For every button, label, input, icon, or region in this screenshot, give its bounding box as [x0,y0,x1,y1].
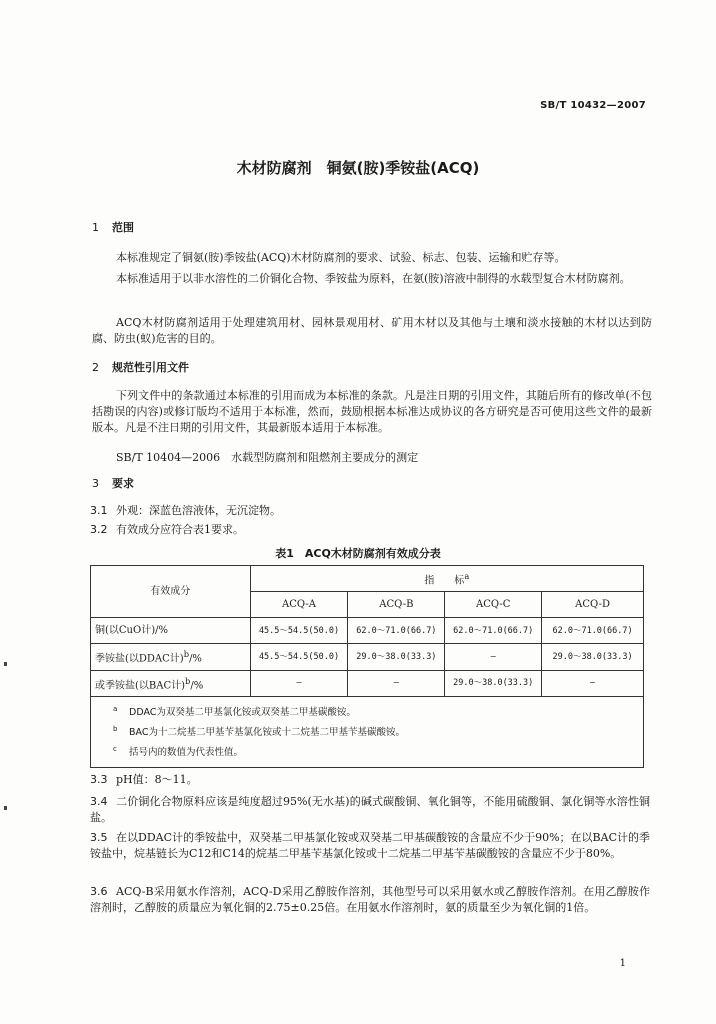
requirement-3-3 [90,772,650,788]
scope-paragraph-2: 本标准适用于以非水溶性的二价铜化合物、季铵盐为原料，在氨(胺)溶液中制得的水载型复合木材防腐剂。 [116,272,631,285]
section-heading-requirements [92,476,134,492]
header-index [250,566,643,592]
row-label-mark: b [185,675,191,686]
references-paragraph: 下列文件中的条款通过本标准的引用而成为本标准的条款。凡是注日期的引用文件，其随后所有的修改单(不包括勘误的内容)或修订版均不适用于本标准，然而，鼓励根据本标准达成协议的各方研究是否可使用这些文件的最新版本。凡是不注日期的引用文件，其最新版本适用于本标准。 [92,389,652,434]
clause-text: 外观：深蓝色溶液体，无沉淀物。 [116,504,281,517]
table-cell: — [348,670,445,696]
table-note [113,721,635,741]
row-label: 铜(以CuO计)/% [91,618,251,644]
row-label-unit: /% [190,679,204,691]
header-index-mark: a [464,571,470,581]
section-heading-scope [92,220,134,236]
section-number: 1 [92,221,99,234]
section-number: 2 [92,361,99,374]
table-cell: 62.0～71.0(66.7) [348,618,445,644]
row-label-unit: /% [189,653,202,665]
section-title: 要求 [112,477,134,490]
clause-text: 在以DDAC计的季铵盐中，双癸基二甲基氯化铵或双癸基二甲基碳酸铵的含量应不少于90%；在以BAC计的季铵盐中，烷基链长为C12和C14的烷基二甲基苄基氯化铵或十二烷基二甲基苄基碳酸铵的含量应不少于80%。 [90,831,650,860]
row-label [91,670,251,696]
note-mark: a [113,704,118,713]
column-header: ACQ-D [542,592,644,618]
document-title: 木材防腐剂 铜氨(胺)季铵盐(ACQ) [236,159,480,177]
section-number: 3 [92,477,99,490]
requirement-3-2 [90,522,650,538]
active-ingredient-table [90,565,644,768]
table-header-row [91,566,644,592]
table-cell: — [445,644,542,670]
column-header: ACQ-A [250,592,348,618]
requirement-3-5 [90,830,650,862]
column-header: ACQ-B [348,592,445,618]
table-notes [91,696,644,767]
scope-paragraph-3: ACQ木材防腐剂适用于处理建筑用材、园林景观用材、矿用木材以及其他与土壤和淡水接触的木材以达到防腐、防虫(蚁)危害的目的。 [92,316,652,345]
table-cell: — [250,670,348,696]
note-text: 括号内的数值为代表性值。 [129,747,244,759]
reference-item: SB/T 10404—2006 水载型防腐剂和阻燃剂主要成分的测定 [116,451,419,464]
table-note [113,701,635,721]
table-row [91,670,644,696]
row-label [91,644,251,670]
note-mark: c [113,745,117,754]
table-cell: 29.0～38.0(33.3) [542,644,644,670]
clause-number: 3.6 [90,885,108,898]
table-caption: 表1 ACQ木材防腐剂有效成分表 [275,547,441,560]
note-mark: b [113,725,118,734]
clause-number: 3.1 [90,504,108,517]
row-label-text: 或季铵盐(以BAC计) [95,679,186,691]
scan-artifact [4,662,7,666]
clause-number: 3.2 [90,523,108,536]
clause-number: 3.3 [90,773,108,786]
note-text: BAC为十二烷基二甲基苄基氯化铵或十二烷基二甲基苄基碳酸铵。 [129,727,405,739]
table-note [113,741,635,761]
row-label-mark: b [183,649,190,660]
header-index-label: 指 标 [424,575,465,587]
requirement-3-1 [90,503,650,519]
table-cell: 62.0～71.0(66.7) [542,618,644,644]
scan-artifact [4,806,7,810]
clause-text: 有效成分应符合表1要求。 [116,523,244,536]
clause-number: 3.5 [90,831,108,844]
clause-text: pH值：8～11。 [116,773,198,786]
table-cell: 45.5～54.5(50.0) [250,618,348,644]
section-title: 规范性引用文件 [112,361,189,374]
table-cell: — [542,670,644,696]
section-heading-references [92,360,189,376]
section-title: 范围 [112,221,134,234]
clause-text: ACQ-B采用氨水作溶剂，ACQ-D采用乙醇胺作溶剂，其他型号可以采用氨水或乙醇胺作溶剂。在用乙醇胺作溶剂时，乙醇胺的质量应为氧化铜的2.75±0.25倍。在用氨水作溶剂时，氨的质量至少为氧化铜的1倍。 [90,885,650,914]
note-text: DDAC为双癸基二甲基氯化铵或双癸基二甲基碳酸铵。 [129,707,356,719]
row-label-text: 季铵盐(以DDAC计) [95,653,184,665]
table-row [91,644,644,670]
table-cell: 45.5～54.5(50.0) [250,644,348,670]
header-component: 有效成分 [91,566,251,618]
page-number: 1 [619,958,626,969]
column-header: ACQ-C [445,592,542,618]
standard-number: SB/T 10432—2007 [540,100,646,111]
requirement-3-4 [90,794,650,826]
clause-text: 二价铜化合物原料应该是纯度超过95%(无水基)的碱式碳酸铜、氧化铜等，不能用硫酸铜、氯化铜等水溶性铜盐。 [90,795,650,824]
table-notes-row [91,696,644,767]
table-cell: 29.0～38.0(33.3) [348,644,445,670]
table-row [91,618,644,644]
scope-paragraph-1: 本标准规定了铜氨(胺)季铵盐(ACQ)木材防腐剂的要求、试验、标志、包装、运输和贮存等。 [116,251,566,264]
requirement-3-6 [90,884,650,916]
table-cell: 62.0～71.0(66.7) [445,618,542,644]
clause-number: 3.4 [90,795,108,808]
table-cell: 29.0～38.0(33.3) [445,670,542,696]
